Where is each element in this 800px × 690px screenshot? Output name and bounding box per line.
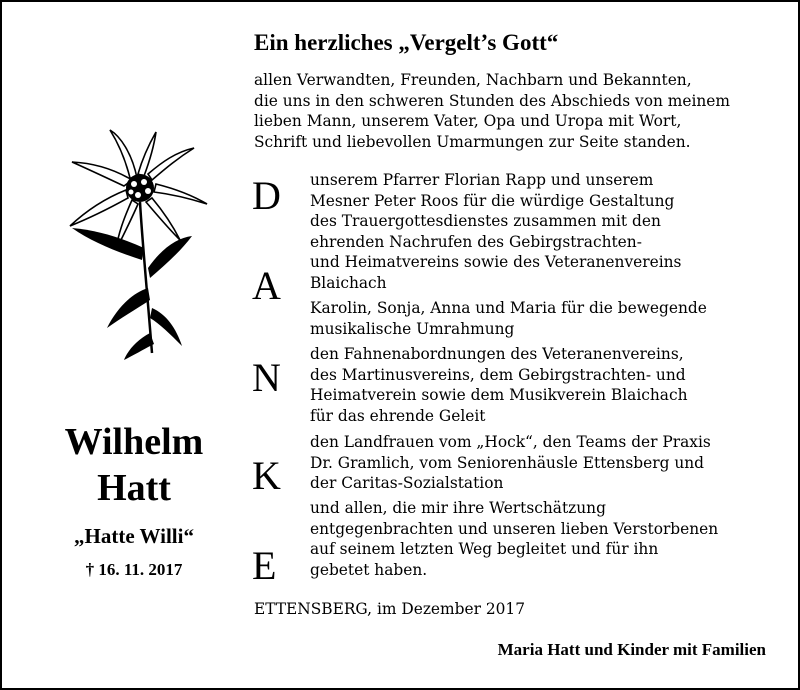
paragraph-line: musikalische Umrahmung: [310, 319, 515, 338]
deceased-last-name: Hatt: [97, 467, 171, 509]
thanks-paragraph-flags: [310, 344, 770, 426]
danke-letter-e: E: [252, 543, 277, 588]
paragraph-line: Mesner Peter Roos für die würdige Gestaltung: [310, 191, 675, 210]
paragraph-line: des Martinusvereins, dem Gebirgstrachten- und: [310, 365, 686, 384]
intro-line: Schrift und liebevollen Umarmungen zur Seite standen.: [254, 132, 691, 151]
danke-letter-d: D: [252, 173, 281, 218]
paragraph-line: gebetet haben.: [310, 560, 428, 579]
paragraph-line: Dr. Gramlich, vom Seniorenhäusle Ettensberg und: [310, 453, 705, 472]
edelweiss-flower-icon: [62, 118, 212, 363]
paragraph-line: entgegenbrachten und unseren lieben Verstorbenen: [310, 519, 719, 538]
paragraph-line: des Trauergottesdienstes zusammen mit den: [310, 212, 661, 230]
paragraph-line: Heimatverein sowie dem Musikverein Blaichach: [310, 386, 688, 404]
danke-letter-a: A: [252, 263, 281, 308]
paragraph-line: und Heimatvereins sowie des Veteranenvereins: [310, 253, 682, 271]
deceased-first-name: Wilhelm: [64, 421, 204, 463]
deceased-nickname: „Hatte Willi“: [74, 524, 194, 548]
paragraph-line: Karolin, Sonja, Anna und Maria für die bewegende: [310, 299, 707, 317]
paragraph-line: Blaichach: [310, 273, 387, 292]
paragraph-line: der Caritas-Sozialstation: [310, 474, 504, 492]
death-date: † 16. 11. 2017: [85, 560, 183, 579]
thanks-headline: Ein herzliches „Vergelt’s Gott“: [254, 30, 559, 55]
paragraph-line: den Fahnenabordnungen des Veteranenvereins,: [310, 345, 684, 363]
thanks-paragraph-music: [310, 298, 770, 339]
intro-text: [254, 70, 768, 152]
intro-line: allen Verwandten, Freunden, Nachbarn und Bekannten,: [254, 71, 692, 89]
thanks-paragraph-all: [310, 498, 770, 580]
paragraph-line: unserem Pfarrer Florian Rapp und unserem: [310, 171, 654, 189]
danke-letter-k: K: [252, 453, 281, 498]
danke-letter-n: N: [252, 355, 281, 400]
paragraph-line: für das ehrende Geleit: [310, 406, 486, 425]
intro-line: lieben Mann, unserem Vater, Opa und Uropa mit Wort,: [254, 112, 682, 130]
paragraph-line: ehrenden Nachrufen des Gebirgstrachten-: [310, 232, 642, 251]
thanks-paragraph-landfrauen: [310, 432, 770, 494]
thanks-paragraph-clergy: [310, 170, 770, 293]
paragraph-line: auf seinem letzten Weg begleitet und für ihn: [310, 540, 659, 558]
place-date: ETTENSBERG, im Dezember 2017: [254, 600, 526, 618]
paragraph-line: den Landfrauen vom „Hock“, den Teams der Praxis: [310, 433, 711, 451]
intro-line: die uns in den schweren Stunden des Abschieds von meinem: [254, 91, 731, 110]
paragraph-line: und allen, die mir ihre Wertschätzung: [310, 499, 606, 517]
signature: Maria Hatt und Kinder mit Familien: [497, 640, 766, 659]
